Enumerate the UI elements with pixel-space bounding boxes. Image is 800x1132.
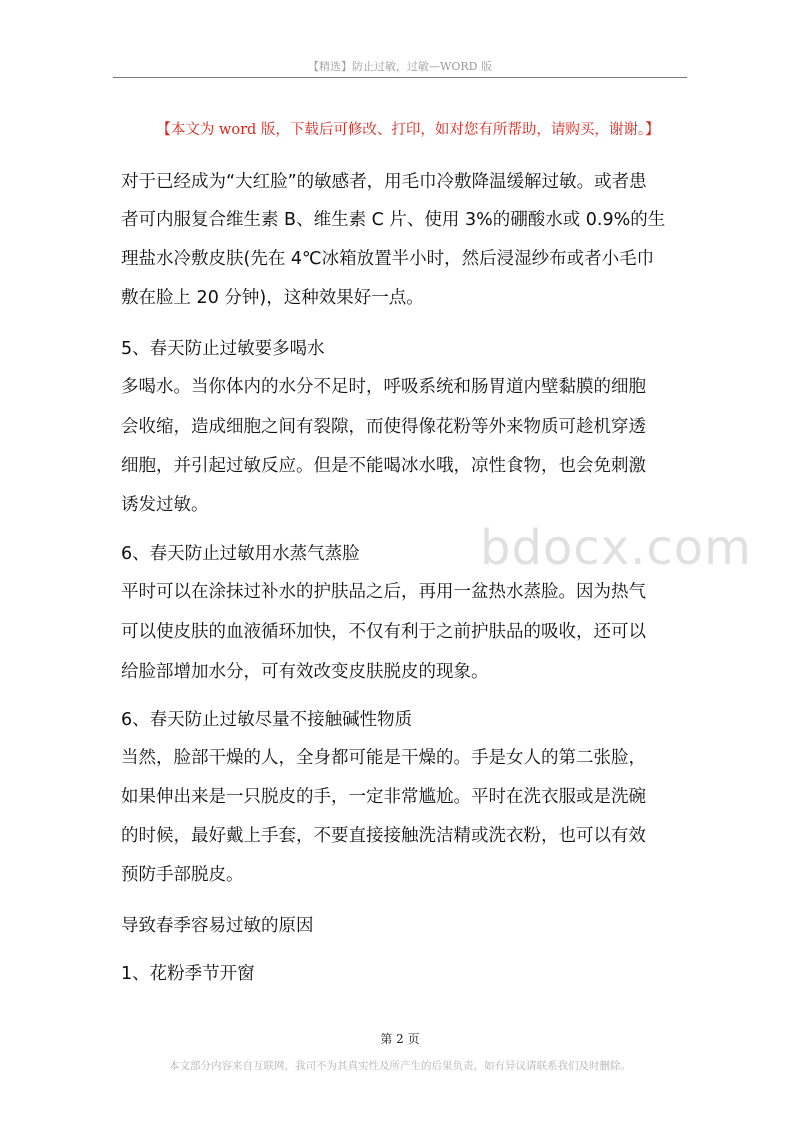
paragraph-line: 如果伸出来是一只脱皮的手，一定非常尴尬。平时在洗衣服或是洗碗 <box>121 787 646 807</box>
footer-disclaimer: 本文部分内容来自互联网，我司不为其真实性及所产生的后果负责，如有异议请联系我们及时删除。 <box>169 1060 631 1072</box>
paragraph-line: 诱发过敏。 <box>121 495 209 515</box>
paragraph-line: 多喝水。当你体内的水分不足时，呼吸系统和肠胃道内壁黏膜的细胞 <box>121 377 646 397</box>
section-heading: 1、花粉季节开窗 <box>121 964 255 984</box>
paragraph-line: 对于已经成为“大红脸”的敏感者，用毛巾冷敷降温缓解过敏。或者患 <box>121 172 647 192</box>
section-heading: 导致春季容易过敏的原因 <box>121 916 314 936</box>
page-number: 第 2 页 <box>380 1032 420 1046</box>
paragraph-line: 者可内服复合维生素 B、维生素 C 片、使用 3%的硼酸水或 0.9%的生 <box>121 210 666 230</box>
paragraph-line: 可以使皮肤的血液循环加快，不仅有利于之前护肤品的吸收，还可以 <box>121 622 646 642</box>
section-heading: 5、春天防止过敏要多喝水 <box>121 339 325 359</box>
paragraph-line: 当然，脸部干燥的人，全身都可能是干燥的。手是女人的第二张脸， <box>121 748 646 768</box>
paragraph-line: 给脸部增加水分，可有效改变皮肤脱皮的现象。 <box>121 662 489 682</box>
paragraph-line: 敷在脸上 20 分钟)，这种效果好一点。 <box>121 288 424 308</box>
paragraph-line: 预防手部脱皮。 <box>121 865 244 885</box>
paragraph-line: 平时可以在涂抹过补水的护肤品之后，再用一盆热水蒸脸。因为热气 <box>121 582 646 602</box>
paragraph-line: 的时候，最好戴上手套，不要直接接触洗洁精或洗衣粉，也可以有效 <box>121 826 646 846</box>
header-divider <box>113 77 687 78</box>
watermark: bdocx.com <box>480 520 752 576</box>
paragraph-line: 细胞，并引起过敏反应。但是不能喝冰水哦，凉性食物，也会免刺激 <box>121 456 646 476</box>
section-heading: 6、春天防止过敏尽量不接触碱性物质 <box>121 710 413 730</box>
page-header-title: 【精选】防止过敏，过敏—WORD 版 <box>308 60 492 73</box>
paragraph-line: 理盐水冷敷皮肤(先在 4℃冰箱放置半小时，然后浸湿纱布或者小毛巾 <box>121 249 655 269</box>
paragraph-line: 会收缩，造成细胞之间有裂隙，而使得像花粉等外来物质可趁机穿透 <box>121 417 646 437</box>
purchase-notice: 【本文为 word 版，下载后可修改、打印，如对您有所帮助，请购买，谢谢。】 <box>156 122 660 138</box>
section-heading: 6、春天防止过敏用水蒸气蒸脸 <box>121 544 360 564</box>
